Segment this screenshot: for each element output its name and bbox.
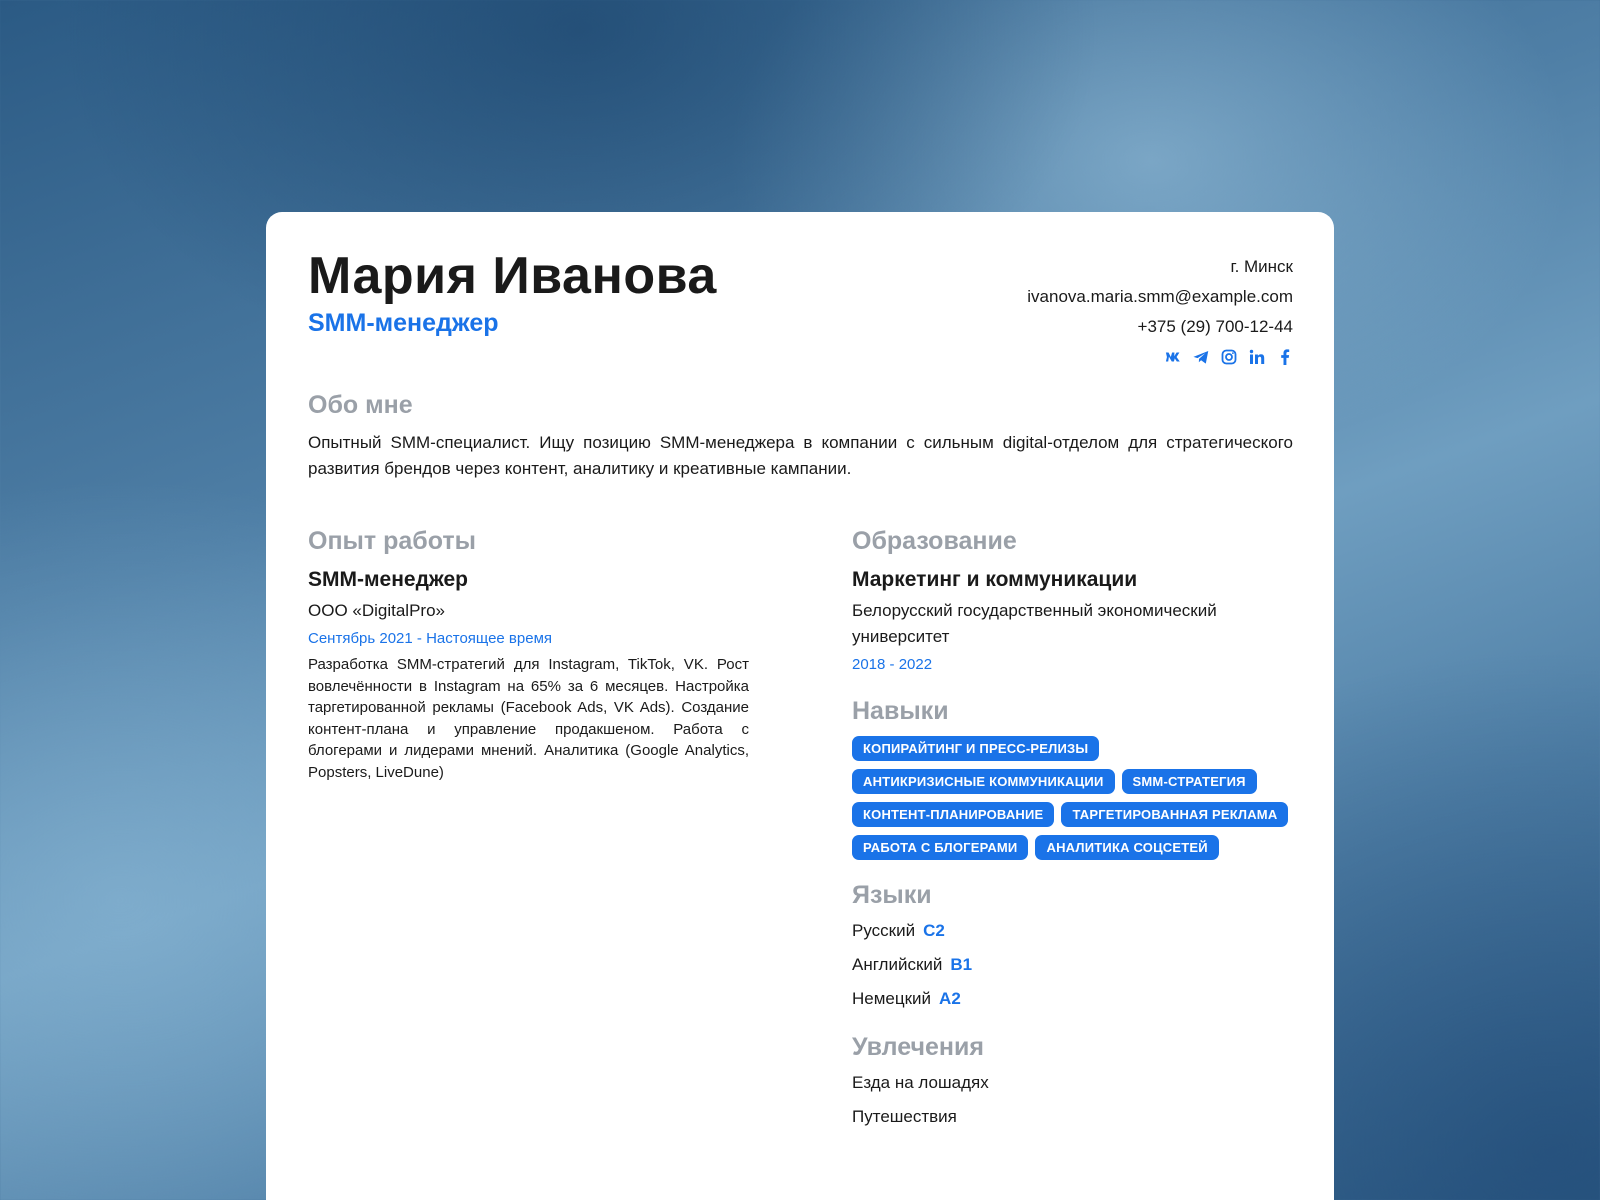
education-entry — [852, 566, 1292, 676]
hobbies-section — [852, 1032, 1292, 1130]
contact-email[interactable]: ivanova.maria.smm@example.com — [1027, 287, 1293, 306]
skill-tag: АНАЛИТИКА СОЦСЕТЕЙ — [1035, 835, 1218, 860]
skill-tag: АНТИКРИЗИСНЫЕ КОММУНИКАЦИИ — [852, 769, 1115, 794]
contacts — [1027, 252, 1293, 370]
hobby-item: Путешествия — [852, 1107, 957, 1126]
skill-tag: РАБОТА С БЛОГЕРАМИ — [852, 835, 1028, 860]
language-item — [852, 952, 1292, 978]
facebook-icon[interactable] — [1277, 349, 1293, 365]
left-column — [308, 526, 749, 783]
contact-city: г. Минск — [1230, 257, 1293, 276]
language-level: C2 — [923, 921, 945, 940]
skill-tag: КОПИРАЙТИНГ И ПРЕСС-РЕЛИЗЫ — [852, 736, 1099, 761]
job-description: Разработка SMM-стратегий для Instagram, TikTok, VK. Рост вовлечённости в Instagram на 65% за 6 месяцев. Настройка таргетированной рекламы (Facebook Ads, VK Ads). Создание контент-плана и управление продакшеном. Работа с блогерами и лидерами мнений. Аналитика (Google Analytics, Popsters, LiveDune) — [308, 656, 749, 781]
about-text: Опытный SMM-специалист. Ищу позицию SMM-менеджера в компании с сильным digital-отделом для стратегического развития брендов через контент, аналитику и креативные кампании. — [308, 433, 1293, 478]
job-entry — [308, 566, 749, 783]
person-role: SMM-менеджер — [308, 309, 499, 337]
skill-tag: КОНТЕНТ-ПЛАНИРОВАНИЕ — [852, 802, 1054, 827]
languages-title: Языки — [852, 881, 932, 909]
linkedin-icon[interactable] — [1249, 349, 1265, 365]
about-title: Обо мне — [308, 391, 413, 419]
resume-card — [266, 212, 1334, 1200]
education-period: 2018 - 2022 — [852, 656, 933, 673]
person-name: Мария Иванова — [308, 247, 717, 305]
job-period: Сентябрь 2021 - Настоящее время — [308, 630, 553, 647]
about-section — [308, 390, 1293, 482]
language-level: B1 — [950, 955, 973, 974]
education-degree: Маркетинг и коммуникации — [852, 568, 1138, 591]
vk-icon[interactable] — [1165, 349, 1181, 365]
skills-section — [852, 696, 1292, 860]
hobbies-title: Увлечения — [852, 1033, 984, 1061]
language-name: Русский — [852, 921, 916, 940]
languages-section — [852, 880, 1292, 1012]
hobby-item: Езда на лошадях — [852, 1073, 989, 1092]
experience-title: Опыт работы — [308, 527, 476, 555]
education-title: Образование — [852, 527, 1017, 555]
instagram-icon[interactable] — [1221, 349, 1237, 365]
language-level: A2 — [939, 989, 961, 1008]
language-item — [852, 918, 1292, 944]
job-company: ООО «DigitalPro» — [308, 601, 445, 620]
job-position: SMM-менеджер — [308, 568, 469, 591]
right-column — [852, 526, 1292, 1130]
skill-tag: ТАРГЕТИРОВАННАЯ РЕКЛАМА — [1061, 802, 1288, 827]
education-school: Белорусский государственный экономический университет — [852, 601, 1217, 646]
telegram-icon[interactable] — [1193, 349, 1209, 365]
contact-phone[interactable]: +375 (29) 700-12-44 — [1137, 317, 1293, 336]
language-item — [852, 986, 1292, 1012]
language-name: Английский — [852, 955, 943, 974]
skill-tag: SMM-СТРАТЕГИЯ — [1122, 769, 1257, 794]
language-name: Немецкий — [852, 989, 932, 1008]
skills-list — [852, 736, 1292, 860]
social-links — [1027, 344, 1293, 370]
skills-title: Навыки — [852, 697, 949, 725]
